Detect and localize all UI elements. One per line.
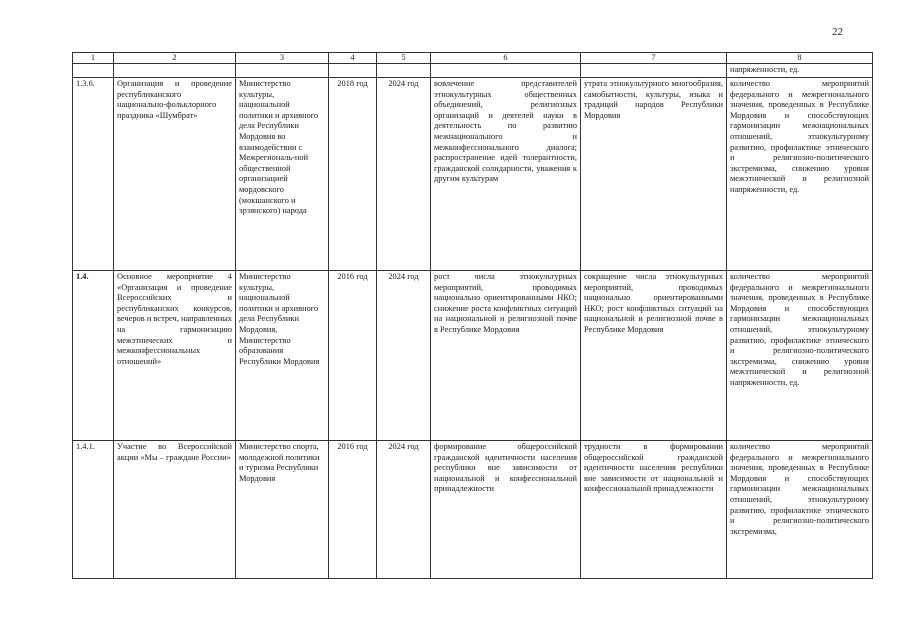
table-row: [73, 441, 873, 579]
consequence: трудности в формировании общероссийской гражданской идентичности населения республики вне зависимости от национальной и конфессиональной принадлежности: [581, 441, 727, 579]
row-number: 1.3.6.: [73, 78, 114, 271]
end-year: 2024 год: [377, 441, 431, 579]
table-row: [73, 78, 873, 271]
column-number-row: [73, 53, 873, 64]
indicator: количество мероприятий федерального и межрегионального значения, проведенных в Республике Мордовия и способствующих гармонизации межнациональных отношений, этнокультурному развитию, профилактике этнического и религиозно-политического экстремизма, снижению уровня межэтнической и религиозной напряженности, ед.: [727, 78, 873, 271]
indicator: количество мероприятий федерального и межрегионального значения, проведенных в Республике Мордовия и способствующих гармонизации межнациональных отношений, этнокультурному развитию, профилактике этнического и религиозно-политического экстремизма, снижению уровня межэтнической и религиозной напряженности, ед.: [727, 271, 873, 441]
start-year: 2016 год: [329, 271, 377, 441]
column-number: 4: [329, 53, 377, 64]
column-number: 7: [581, 53, 727, 64]
column-number: 5: [377, 53, 431, 64]
expected-result: рост числа этнокультурных мероприятий, проводимых национально ориентированными НКО; снижение роста конфликтных ситуаций на национальной и религиозной почве в Республике Мордовия: [431, 271, 581, 441]
end-year: 2024 год: [377, 78, 431, 271]
executor: Министерство культуры, национальной политики и архивного дела Республики Мордовия во взаимодействии с Межрегиональ-ной общественной организацией мордовского (мокшанского и эрзянского) народа: [236, 78, 329, 271]
indicator: количество мероприятий федерального и межрегионального значения, проведенных в Республике Мордовия и способствующих гармонизации межнациональных отношений, этнокультурному развитию, профилактике этнического и религиозно-политического экстремизма,: [727, 441, 873, 579]
expected-result: формирование общероссийской гражданской идентичности населения республики вне зависимости от национальной и конфессиональной принадлежности: [431, 441, 581, 579]
start-year: 2016 год: [329, 441, 377, 579]
row-number: 1.4.1.: [73, 441, 114, 579]
end-year: 2024 год: [377, 271, 431, 441]
executor: Министерство спорта, молодежной политики и туризма Республики Мордовия: [236, 441, 329, 579]
event-name: Основное мероприятие 4 «Организация и проведение Всероссийских и республиканских конкурсов, вечеров и встреч, направленных на гармонизацию межэтнических и межконфессиональных отношений»: [114, 271, 236, 441]
executor: Министерство культуры, национальной политики и архивного дела Республики Мордовия, Министерство образования Республики Мордовия: [236, 271, 329, 441]
column-number: 6: [431, 53, 581, 64]
column-number: 2: [114, 53, 236, 64]
start-year: 2018 год: [329, 78, 377, 271]
table-row: [73, 271, 873, 441]
expected-result: вовлечение представителей этнокультурных общественных объединений, религиозных организаций и деятелей науки в деятельность по развитию межнационального и межконфессионального диалога; распространение идей толерантности, гражданской солидарности, уважения к другим культурам: [431, 78, 581, 271]
continuation-row: [73, 64, 873, 78]
page-number: 22: [832, 26, 843, 38]
continuation-text: напряженности, ед.: [727, 64, 873, 78]
consequence: утрата этнокультурного многообразия, самобытности, культуры, языка и традиций народов Республики Мордовия: [581, 78, 727, 271]
column-number: 8: [727, 53, 873, 64]
event-name: Организация и проведение республиканского национально-фольклорного праздника «Шумбрат»: [114, 78, 236, 271]
column-number: 3: [236, 53, 329, 64]
row-number: 1.4.: [73, 271, 114, 441]
program-table: [72, 52, 873, 579]
column-number: 1: [73, 53, 114, 64]
event-name: Участие во Всероссийской акции «Мы – граждане России»: [114, 441, 236, 579]
consequence: сокращение числа этнокультурных мероприятий, проводимых национально ориентированными НКО; рост конфликтных ситуаций на национальной и религиозной почве в Республике Мордовия: [581, 271, 727, 441]
